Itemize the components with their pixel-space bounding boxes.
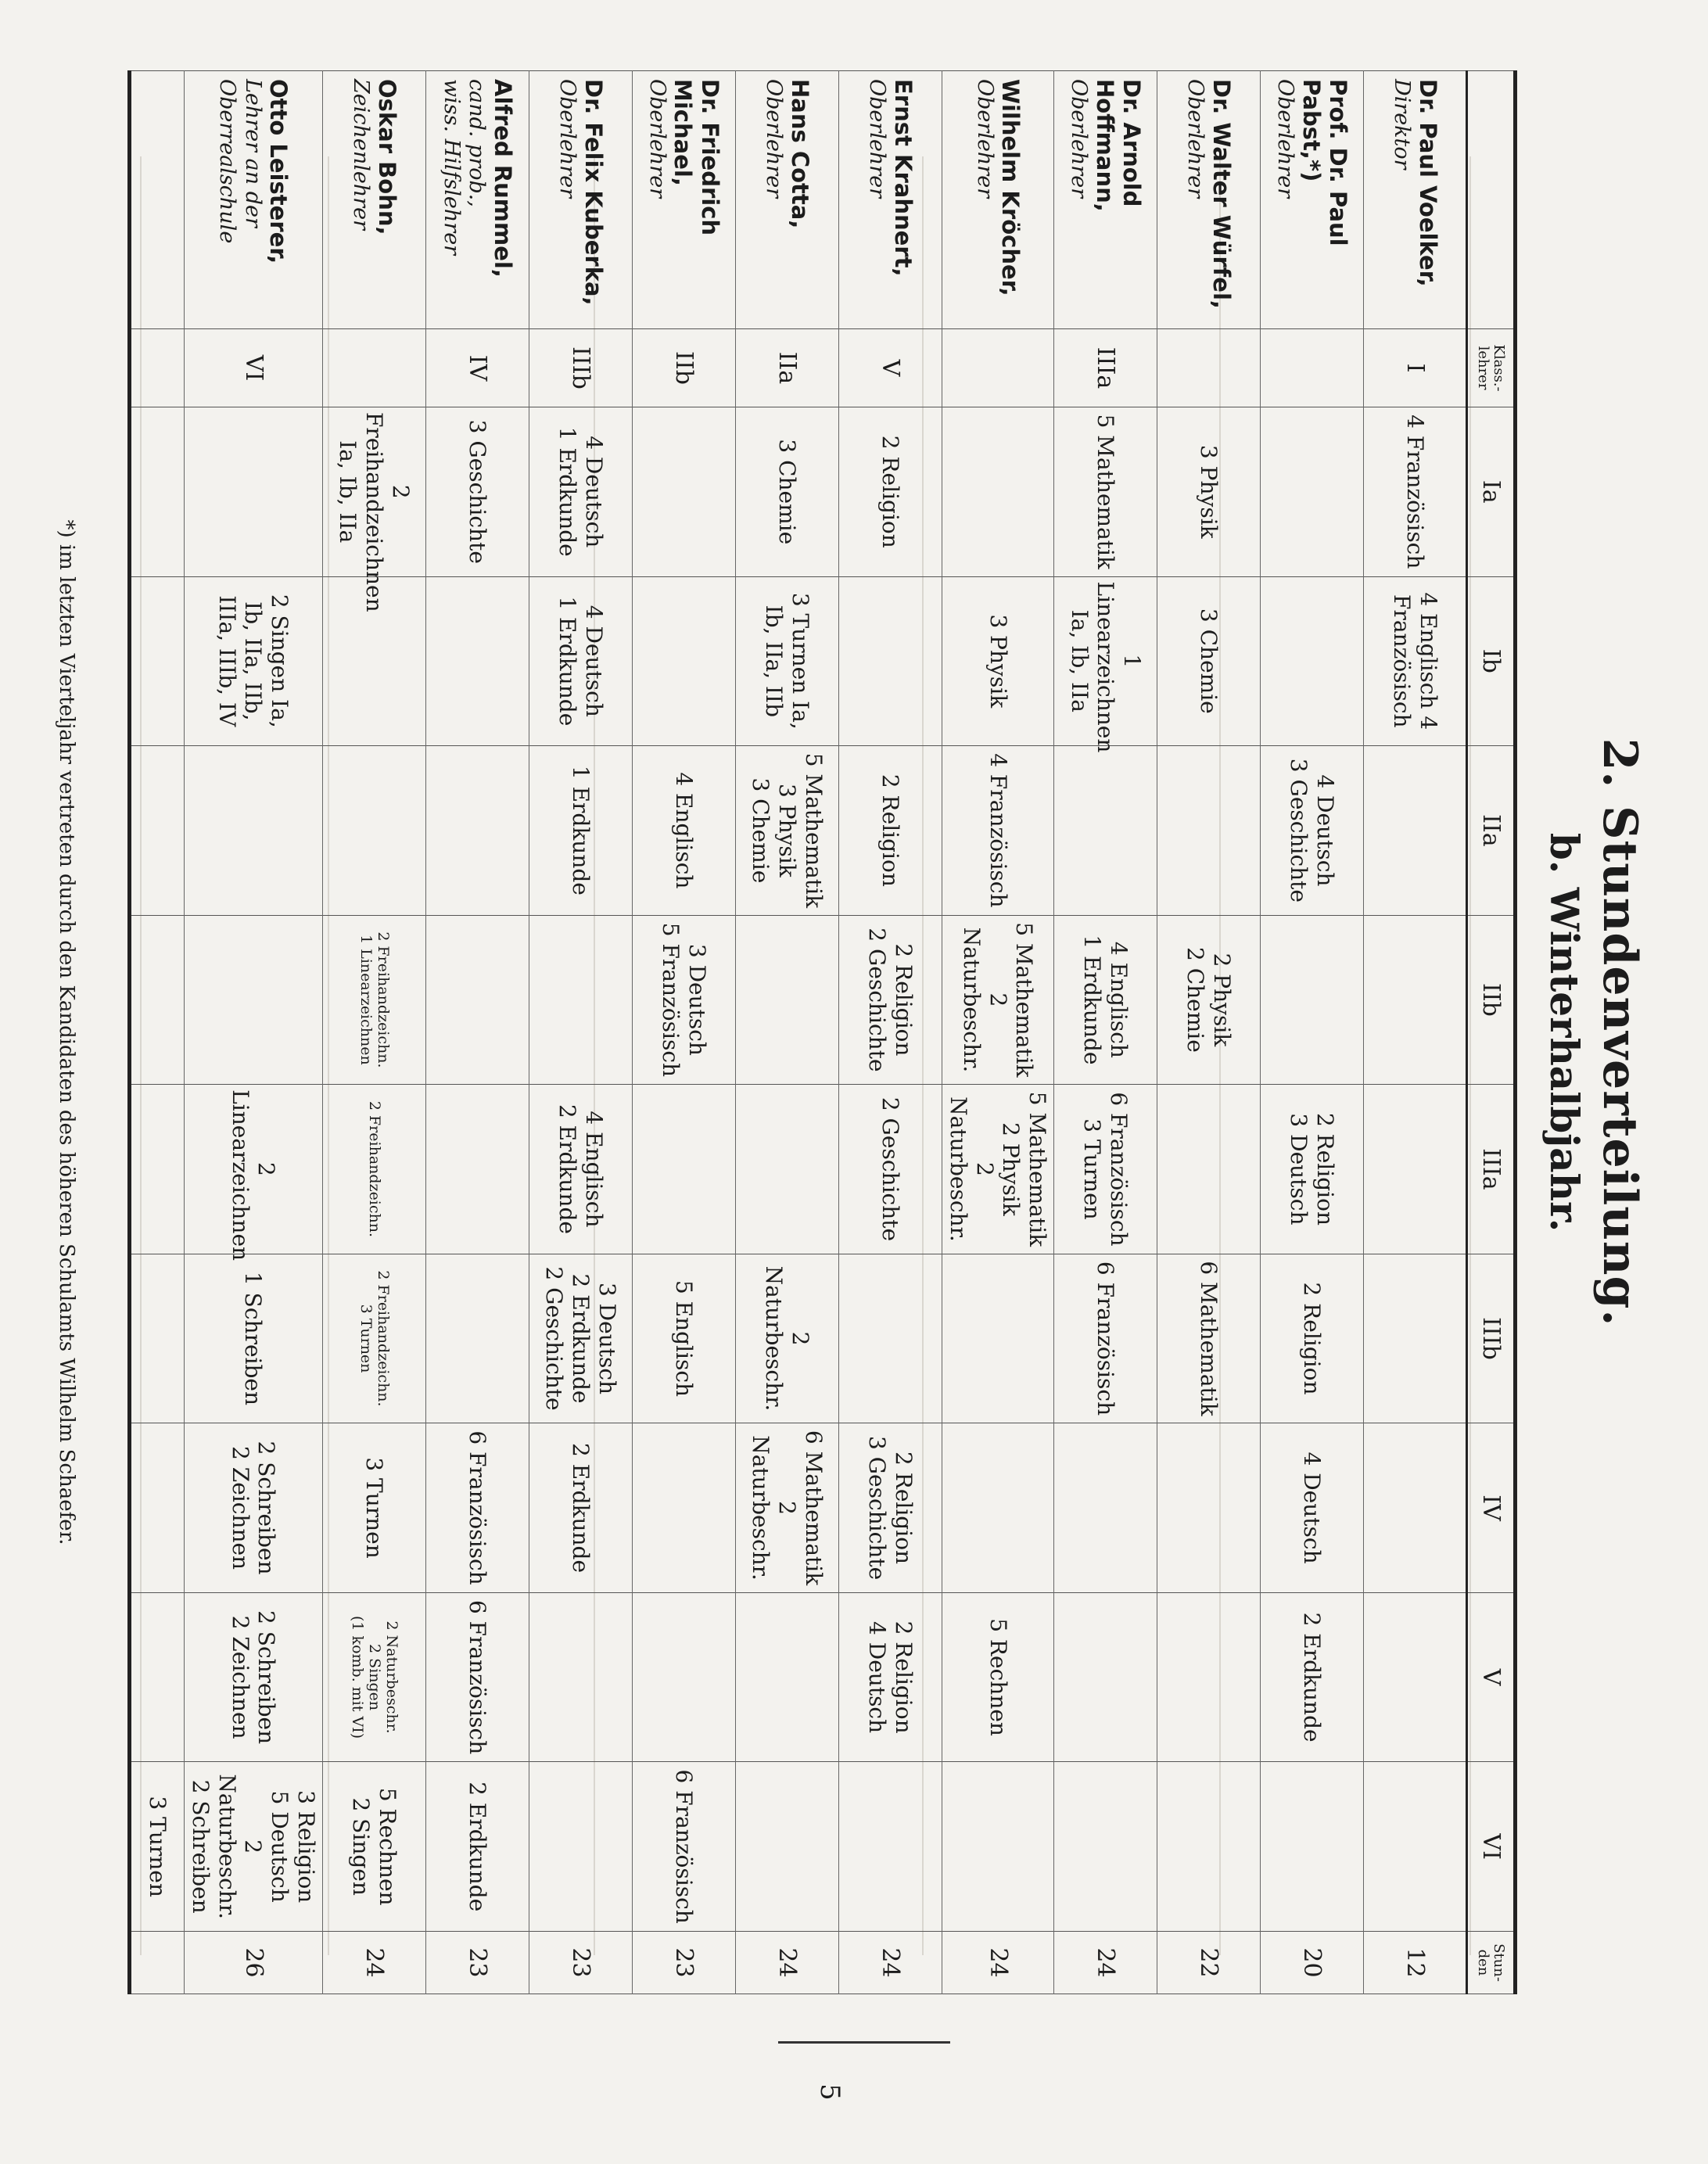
lesson-cell [529, 407, 632, 577]
lesson-cell [942, 1254, 1053, 1423]
lesson-cell [735, 915, 838, 1085]
column-header-class-teacher: Klass.- lehrer [1467, 329, 1516, 407]
lesson-text: 2 Religion 4 Deutsch [864, 1620, 917, 1734]
lesson-cell [1364, 1762, 1467, 1932]
lesson-cell [322, 1085, 425, 1254]
column-header-v: V [1467, 1592, 1516, 1762]
lesson-cell [1364, 1085, 1467, 1254]
teacher-row [838, 71, 942, 1994]
lesson-cell [1054, 407, 1157, 577]
schedule-table [127, 70, 1517, 1994]
hours-cell: 24 [942, 1932, 1053, 1994]
hours-cell: 23 [529, 1932, 632, 1994]
lesson-text: 2 Schreiben 2 Zeichnen [227, 1610, 280, 1745]
lesson-cell [1261, 746, 1364, 916]
lesson-text: 4 Deutsch [1299, 1452, 1326, 1564]
teacher-cell [1054, 71, 1157, 329]
teacher-name: Alfred Rummel, [489, 79, 516, 278]
lesson-cell [1157, 1762, 1261, 1932]
lesson-cell [184, 915, 322, 1085]
lesson-cell [184, 1254, 322, 1423]
lesson-text: 1 Linearzeichnen Ia, Ib, IIa [1066, 581, 1145, 753]
page-number: 5 [813, 2083, 845, 2101]
lesson-text: 6 Französisch [464, 1430, 490, 1585]
lesson-text: 2 Physik 2 Chemie [1182, 947, 1236, 1053]
lesson-cell [529, 915, 632, 1085]
lesson-cell [735, 1423, 838, 1593]
lesson-cell [1157, 1423, 1261, 1593]
teacher-cell [425, 71, 529, 329]
teacher-row [1261, 71, 1364, 1994]
lesson-cell [838, 746, 942, 916]
lesson-cell [735, 576, 838, 746]
lesson-cell [1157, 407, 1261, 577]
class-teacher-cell: IIa [735, 329, 838, 407]
teacher-title: Oberlehrer [972, 79, 997, 199]
column-header-teacher [1467, 71, 1516, 329]
lesson-cell [735, 1254, 838, 1423]
lesson-cell [184, 1592, 322, 1762]
class-teacher-cell: IV [425, 329, 529, 407]
lesson-cell [1261, 915, 1364, 1085]
teacher-title: Zeichenlehrer [348, 79, 373, 231]
teacher-row [735, 71, 838, 1994]
teacher-row [1054, 71, 1157, 1994]
lesson-cell [735, 1085, 838, 1254]
lesson-text: 3 Turnen Ia, Ib, IIa, IIb [761, 592, 813, 730]
hours-cell: 24 [735, 1932, 838, 1994]
lesson-text: 5 Mathematik [1093, 414, 1119, 569]
lesson-cell [632, 1592, 735, 1762]
hours-cell [129, 1932, 184, 1994]
column-header-hours: Stun- den [1467, 1932, 1516, 1994]
lesson-cell [1261, 1762, 1364, 1932]
teacher-name: Dr. Felix Kuberka, [580, 79, 607, 306]
section-title: 2. Stundenverteilung. [1592, 737, 1647, 1327]
lesson-text: 6 Französisch [464, 1599, 490, 1755]
lesson-text: 3 Deutsch 5 Französisch [658, 922, 710, 1078]
lesson-cell [1261, 1085, 1364, 1254]
lesson-cell [322, 1762, 425, 1932]
teacher-cell [184, 71, 322, 329]
lesson-cell [425, 1762, 529, 1932]
lesson-cell [735, 407, 838, 577]
lesson-text: 3 Geschichte [464, 419, 490, 564]
teacher-title: Oberlehrer [864, 79, 889, 199]
lesson-text: 6 Mathematik 2 Naturbeschr. [748, 1430, 827, 1586]
subsection-title: b. Winterhalbjahr. [1541, 832, 1588, 1233]
lesson-cell [838, 407, 942, 577]
lesson-cell [1054, 1423, 1157, 1593]
lesson-cell [942, 1592, 1053, 1762]
lesson-cell [1157, 915, 1261, 1085]
lesson-text: 3 Turnen [144, 1796, 170, 1897]
lesson-cell [942, 1085, 1053, 1254]
teacher-cell [129, 71, 184, 329]
teacher-name: Dr. Paul Voelker, [1414, 79, 1441, 287]
lesson-text: 4 Englisch [670, 772, 697, 889]
lesson-text: 2 Geschichte [877, 1096, 903, 1242]
teacher-name: Otto Leisterer, [265, 79, 292, 264]
teacher-name: Dr. Friedrich Michael, [669, 79, 724, 236]
lesson-cell [632, 1254, 735, 1423]
lesson-cell [425, 915, 529, 1085]
lesson-text: 2 Schreiben 2 Zeichnen [227, 1441, 280, 1575]
lesson-cell [322, 407, 425, 612]
lesson-text: 2 Erdkunde [567, 1443, 594, 1574]
lesson-cell [129, 1254, 184, 1423]
lesson-text: 2 Religion 3 Geschichte [864, 1435, 917, 1581]
lesson-text: 2 Religion 2 Geschichte [864, 928, 917, 1072]
class-teacher-cell: I [1364, 329, 1467, 407]
lesson-cell [425, 1254, 529, 1423]
footnote: *) im letzten Vierteljahr vertreten durch den Kandidaten des höheren Schulamts Wilhelm Schaefer. [55, 519, 78, 1545]
lesson-text: 4 Englisch 2 Erdkunde [554, 1104, 607, 1234]
lesson-text: 3 Deutsch 2 Erdkunde 2 Geschichte [541, 1266, 620, 1411]
lesson-text: 2 Religion [877, 773, 903, 887]
lesson-text: 2 Linearzeichnen [227, 1089, 280, 1261]
lesson-cell [1364, 407, 1467, 577]
lesson-cell [1054, 1254, 1157, 1423]
lesson-cell [529, 746, 632, 916]
teacher-cell [322, 71, 425, 329]
page-heading [1541, 55, 1658, 2010]
lesson-cell [129, 1762, 184, 1932]
teacher-row [942, 71, 1053, 1994]
lesson-cell [1364, 1254, 1467, 1423]
lesson-cell [838, 576, 942, 746]
lesson-cell [735, 1762, 838, 1932]
lesson-cell [838, 1085, 942, 1254]
lesson-cell [632, 1423, 735, 1593]
teacher-row [425, 71, 529, 1994]
lesson-text: 2 Freihandzeichn. 1 Linearzeichnen [357, 931, 392, 1068]
header-row [1467, 71, 1516, 1994]
lesson-cell [1157, 1592, 1261, 1762]
lesson-cell [1364, 1592, 1467, 1762]
lesson-cell [1157, 1254, 1261, 1423]
column-header-iiib: IIIb [1467, 1254, 1516, 1423]
class-teacher-cell [1157, 329, 1261, 407]
lesson-text: 2 Freihandzeichnen Ia, Ib, IIa [335, 412, 414, 612]
lesson-cell [529, 1423, 632, 1593]
lesson-cell [632, 1085, 735, 1254]
class-teacher-cell: IIIa [1054, 329, 1157, 407]
lesson-text: 2 Religion 3 Deutsch [1286, 1112, 1339, 1226]
lesson-text: 6 Mathematik [1196, 1261, 1222, 1416]
lesson-cell [942, 746, 1053, 916]
lesson-cell [1261, 1423, 1364, 1593]
lesson-cell [942, 1423, 1053, 1593]
teacher-cell [942, 71, 1053, 329]
class-teacher-cell [129, 329, 184, 407]
class-teacher-cell: IIb [632, 329, 735, 407]
lesson-cell [129, 1592, 184, 1762]
lesson-cell [1364, 746, 1467, 916]
lesson-text: 1 Schreiben [240, 1271, 267, 1406]
column-header-ia: Ia [1467, 407, 1516, 577]
lesson-cell [529, 576, 632, 746]
lesson-cell [1261, 1592, 1364, 1762]
class-teacher-cell [942, 329, 1053, 407]
lesson-cell [322, 915, 425, 1085]
lesson-cell [129, 1423, 184, 1593]
hours-cell: 26 [184, 1932, 322, 1994]
lesson-cell [129, 407, 184, 577]
teacher-title: Oberlehrer [1183, 79, 1208, 199]
lesson-cell [129, 576, 184, 746]
teacher-title: Oberlehrer [761, 79, 786, 199]
lesson-cell [1054, 576, 1157, 753]
lesson-cell [529, 1592, 632, 1762]
hours-cell: 24 [838, 1932, 942, 1994]
teacher-row [322, 71, 425, 1994]
schedule-body [129, 71, 1466, 1994]
lesson-cell [1157, 746, 1261, 916]
lesson-text: 4 Englisch 1 Erdkunde [1079, 935, 1132, 1065]
lesson-cell [184, 1762, 322, 1932]
teacher-name: Dr. Walter Würfel, [1208, 79, 1236, 309]
lesson-cell [838, 1592, 942, 1762]
teacher-title: Direktor [1389, 79, 1414, 170]
lesson-cell [184, 576, 322, 746]
lesson-cell [838, 1254, 942, 1423]
teacher-cell [1157, 71, 1261, 329]
column-header-iib: IIb [1467, 915, 1516, 1085]
teacher-row [632, 71, 735, 1994]
lesson-cell [1364, 576, 1467, 746]
teacher-name: Ernst Krahnert, [889, 79, 917, 277]
lesson-cell [529, 1254, 632, 1423]
teacher-title: Oberlehrer [1066, 79, 1091, 199]
lesson-text: 6 Französisch [1093, 1261, 1119, 1416]
lesson-text: 3 Chemie [1196, 608, 1222, 714]
lesson-text: 3 Religion 5 Deutsch 2 Naturbeschr. 2 Schreiben [188, 1774, 319, 1920]
lesson-text: 5 Englisch [670, 1279, 697, 1398]
lesson-cell [735, 746, 838, 916]
lesson-text: 2 Freihandzeichn. [366, 1100, 384, 1238]
lesson-text: 5 Mathematik 3 Physik 3 Chemie [748, 752, 827, 909]
teacher-title: Oberlehrer [554, 79, 580, 199]
teacher-row [529, 71, 632, 1994]
lesson-cell [529, 1085, 632, 1254]
lesson-cell [942, 1762, 1053, 1932]
lesson-cell [129, 915, 184, 1085]
teacher-name: Wilhelm Kröcher, [997, 79, 1024, 296]
page-rule [778, 2041, 950, 2044]
lesson-text: 4 Deutsch 1 Erdkunde [554, 596, 607, 727]
teacher-cell [1261, 71, 1364, 329]
lesson-cell [1261, 576, 1364, 746]
lesson-cell [322, 1592, 425, 1762]
column-header-vi: VI [1467, 1762, 1516, 1932]
lesson-text: 3 Physik [1196, 444, 1222, 539]
lesson-cell [632, 746, 735, 916]
lesson-cell [184, 746, 322, 916]
rotated-page-content [55, 55, 1658, 2010]
lesson-cell [1261, 1254, 1364, 1423]
lesson-cell [1054, 915, 1157, 1085]
lesson-text: 4 Französisch [1401, 414, 1428, 569]
lesson-text: 2 Erdkunde [464, 1782, 490, 1912]
hours-cell: 23 [632, 1932, 735, 1994]
column-header-iia: IIa [1467, 746, 1516, 916]
lesson-text: 2 Religion [1299, 1282, 1326, 1395]
class-teacher-cell: IIIb [529, 329, 632, 407]
lesson-cell [942, 407, 1053, 577]
lesson-cell [632, 576, 735, 746]
lesson-text: 2 Naturbeschr. [761, 1265, 813, 1412]
teacher-cell [838, 71, 942, 329]
lesson-text: 6 Französisch 3 Turnen [1079, 1092, 1132, 1247]
teacher-name: Hans Cotta, [786, 79, 813, 229]
lesson-text: 2 Singen Ia, Ib, IIa, IIb, IIIa, IIIb, IV [214, 594, 293, 728]
lesson-cell [322, 1254, 425, 1423]
lesson-text: 4 Deutsch 1 Erdkunde [554, 426, 607, 557]
lesson-cell [632, 915, 735, 1085]
teacher-title: Oberlehrer [644, 79, 669, 199]
hours-cell: 20 [1261, 1932, 1364, 1994]
lesson-cell [1054, 1592, 1157, 1762]
lesson-cell [184, 1085, 322, 1261]
hours-cell: 24 [1054, 1932, 1157, 1994]
lesson-cell [1054, 1762, 1157, 1932]
teacher-row [129, 71, 184, 1994]
lesson-cell [942, 576, 1053, 746]
hours-cell: 23 [425, 1932, 529, 1994]
lesson-cell [129, 1085, 184, 1254]
lesson-cell [425, 1423, 529, 1593]
lesson-cell [1157, 1085, 1261, 1254]
lesson-cell [129, 746, 184, 916]
column-header-ib: Ib [1467, 576, 1516, 746]
teacher-cell [632, 71, 735, 329]
column-header-iiia: IIIa [1467, 1085, 1516, 1254]
teacher-name: Dr. Arnold Hoffmann, [1091, 79, 1146, 212]
lesson-cell [322, 746, 425, 916]
lesson-cell [838, 1762, 942, 1932]
teacher-name: Prof. Dr. Paul Pabst,*) [1297, 79, 1352, 246]
lesson-cell [322, 1423, 425, 1593]
lesson-text: 4 Französisch [985, 753, 1011, 908]
lesson-text: 5 Mathematik 2 Physik 2 Naturbeschr. [946, 1091, 1050, 1247]
lesson-text: 2 Naturbeschr. 2 Singen (1 komb. mit VI) [349, 1616, 400, 1739]
lesson-cell [632, 407, 735, 577]
lesson-text: 5 Mathematik 2 Naturbeschr. [959, 922, 1038, 1078]
lesson-text: 5 Rechnen [985, 1618, 1011, 1736]
lesson-cell [1364, 1423, 1467, 1593]
class-teacher-cell [322, 329, 425, 407]
lesson-text: 2 Erdkunde [1299, 1612, 1326, 1742]
lesson-cell [184, 1423, 322, 1593]
class-teacher-cell: V [838, 329, 942, 407]
lesson-text: 6 Französisch [670, 1769, 697, 1924]
lesson-cell [1054, 1085, 1157, 1254]
teacher-title: Oberlehrer [1272, 79, 1297, 199]
lesson-cell [184, 407, 322, 577]
teacher-row [1364, 71, 1467, 1994]
lesson-cell [425, 407, 529, 577]
teacher-cell [735, 71, 838, 329]
hours-cell: 12 [1364, 1932, 1467, 1994]
lesson-cell [632, 1762, 735, 1932]
lesson-text: 5 Rechnen 2 Singen [348, 1787, 400, 1906]
lesson-cell [942, 915, 1053, 1085]
class-teacher-cell [1261, 329, 1364, 407]
lesson-text: 2 Religion [877, 435, 903, 548]
lesson-cell [838, 1423, 942, 1593]
lesson-text: 4 Deutsch 3 Geschichte [1286, 758, 1339, 903]
lesson-cell [529, 1762, 632, 1932]
teacher-title: Lehrer an der Oberrealschule [215, 79, 265, 244]
lesson-cell [735, 1592, 838, 1762]
lesson-text: 1 Erdkunde [567, 765, 594, 895]
class-teacher-cell: VI [184, 329, 322, 407]
teacher-name: Oskar Bohn, [373, 79, 400, 235]
lesson-cell [425, 1592, 529, 1762]
hours-cell: 22 [1157, 1932, 1261, 1994]
lesson-text: 3 Turnen [361, 1457, 387, 1559]
lesson-cell [838, 915, 942, 1085]
lesson-cell [1054, 746, 1157, 916]
lesson-cell [425, 576, 529, 746]
hours-cell: 24 [322, 1932, 425, 1994]
lesson-cell [1157, 576, 1261, 746]
teacher-title: cand. prob., wiss. Hilfslehrer [439, 79, 490, 256]
teacher-row [184, 71, 322, 1994]
lesson-text: 2 Freihandzeichn. 3 Turnen [357, 1270, 392, 1407]
lesson-text: 3 Physik [985, 614, 1011, 709]
column-header-iv: IV [1467, 1423, 1516, 1593]
lesson-text: 3 Chemie [773, 439, 800, 545]
teacher-cell [529, 71, 632, 329]
lesson-cell [425, 1085, 529, 1254]
lesson-text: 4 Englisch 4 Französisch [1389, 592, 1441, 730]
lesson-cell [1261, 407, 1364, 577]
teacher-row [1157, 71, 1261, 1994]
lesson-cell [1364, 915, 1467, 1085]
teacher-cell [1364, 71, 1467, 329]
lesson-cell [425, 746, 529, 916]
